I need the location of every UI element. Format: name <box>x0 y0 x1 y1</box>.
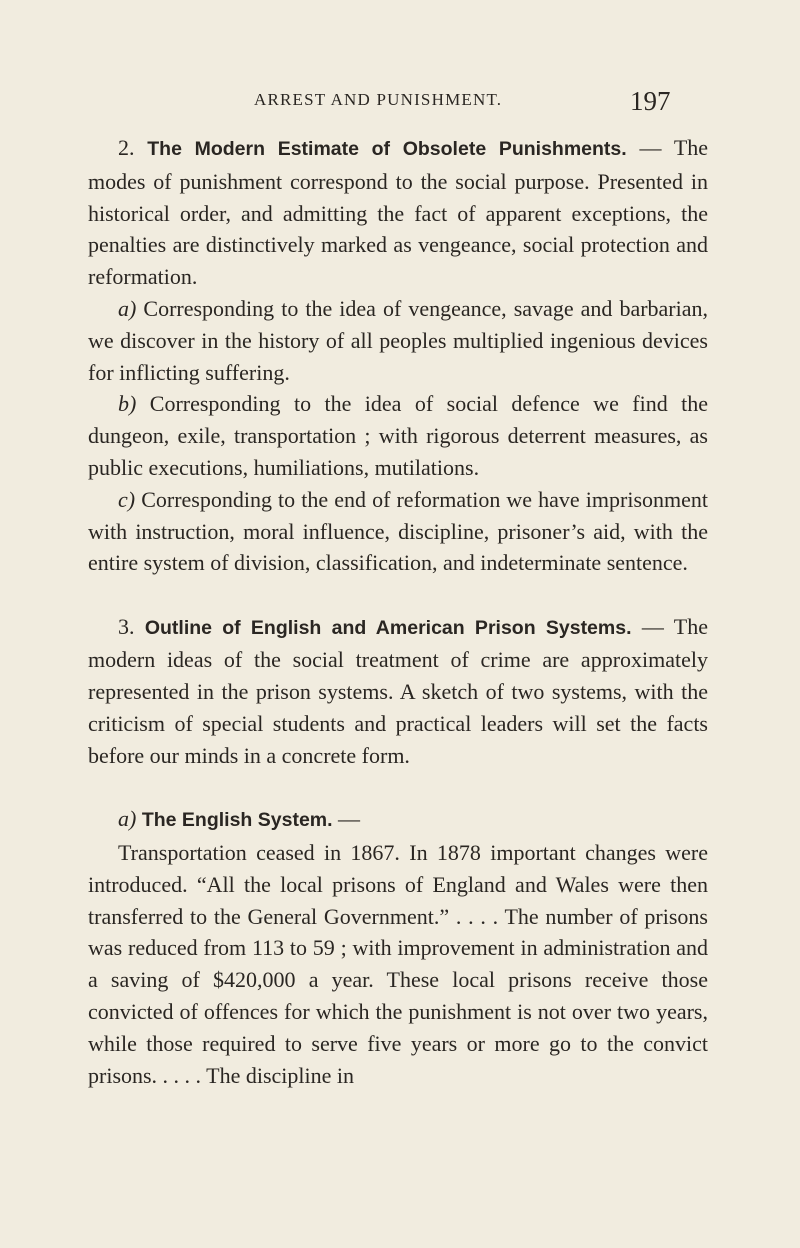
section-3-heading: Outline of English and American Prison Systems. <box>144 616 632 639</box>
item-text: Corresponding to the idea of vengeance, savage and barbarian, we discover in the history of all peoples multiplied ingenious devices for inflicting suffering. <box>88 295 709 385</box>
section-2-heading: The Modern Estimate of Obsolete Punishments. <box>147 138 627 160</box>
item-text: Corresponding to the idea of social defence we find the dungeon, exile, transportation ; with rigorous deterrent measures, as public executions, humiliations, mutilations. <box>88 391 709 480</box>
page-number: 197 <box>630 86 671 116</box>
running-head: ARREST AND PUNISHMENT. <box>254 90 503 109</box>
section-2-paragraph <box>88 132 708 293</box>
subsection-a-dash: — <box>332 806 361 832</box>
section-2-item-b <box>88 388 708 483</box>
section-2-item-a <box>88 293 708 388</box>
subsection-a-label: a) <box>118 806 137 832</box>
section-2-dash: — <box>626 135 674 160</box>
subsection-a-heading-line <box>88 803 708 837</box>
section-3-paragraph <box>88 611 708 772</box>
item-label: a) <box>118 295 137 321</box>
section-3-dash: — <box>631 613 674 639</box>
section-2-item-c <box>88 484 708 579</box>
item-label: c) <box>118 486 136 512</box>
subsection-a-text: Transportation ceased in 1867. In 1878 important changes were introduced. “All the local prisons of England and Wales were then transferred to the General Government.” . . . . The number of prisons was reduced from 113 to 59 ; with improvement in administration and a saving of $420,000 a year. These local prisons receive those convicted of offences for which the punishment is not over two years, while those required to serve five years or more go to the convict prisons. . . . . The discipline in <box>88 839 708 1088</box>
section-2-text: The modes of punishment correspond to the social purpose. Presented in historical order, and admitting the fact of apparent exceptions, the penalties are distinctively marked as vengeance, social protection and reformation. <box>88 135 709 290</box>
page-header <box>0 86 800 118</box>
subsection-a-heading: The English System. <box>141 809 333 832</box>
body-text <box>88 132 708 1091</box>
item-text: Corresponding to the end of reformation we have imprisonment with instruction, moral influence, discipline, prisoner’s aid, with the entire system of division, classification, and indeterminate sentence. <box>88 486 708 576</box>
section-2-number: 2. <box>118 135 135 160</box>
section-3-number: 3. <box>118 613 135 639</box>
section-3-text: The modern ideas of the social treatment of crime are approximately represented in the prison systems. A sketch of two systems, with the criticism of special students and practical leaders will set the facts before our minds in a concrete form. <box>88 613 708 768</box>
subsection-a-paragraph <box>88 837 708 1091</box>
item-label: b) <box>118 391 137 417</box>
